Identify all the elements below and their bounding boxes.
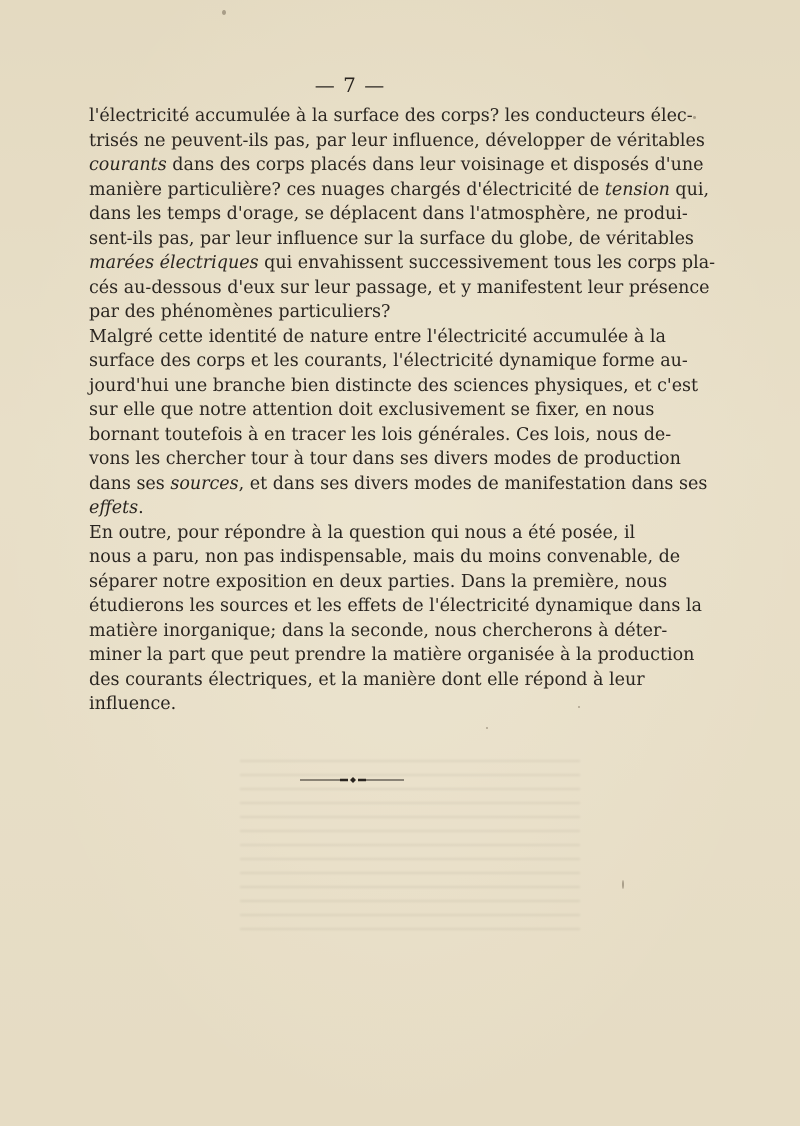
text-line: [89, 153, 704, 178]
text-run: trisés ne peuvent-ils pas, par leur influence, développer de véritables: [89, 130, 705, 151]
italic-term: courants: [89, 155, 167, 175]
text-line: [89, 325, 666, 350]
text-run: dans les temps d'orage, se déplacent dans l'atmosphère, ne produi-: [89, 204, 688, 224]
text-run: cés au-dessous d'eux sur leur passage, et y manifestent leur présence: [89, 277, 710, 298]
text-line: [89, 227, 694, 252]
text-run: influence.: [89, 694, 177, 714]
ornamental-rule: [300, 774, 404, 786]
text-line: [89, 276, 710, 301]
text-run: surface des corps et les courants, l'électricité dynamique forme au-: [89, 351, 688, 371]
text-run: l'électricité accumulée à la surface des corps? les conducteurs élec-: [89, 106, 693, 126]
text-line: [89, 472, 708, 497]
italic-term: tension: [604, 179, 670, 200]
text-line: [89, 643, 695, 668]
text-line: [89, 423, 672, 448]
text-run: dans des corps placés dans leur voisinage et disposés d'une: [166, 155, 704, 175]
text-run: bornant toutefois à en tracer les lois générales. Ces lois, nous de-: [89, 424, 672, 445]
text-run: des courants électriques, et la manière dont elle répond à leur: [89, 669, 645, 690]
text-run: manière particulière? ces nuages chargés d'électricité de: [89, 179, 605, 200]
paper-speck: [486, 727, 488, 729]
italic-term: effets: [89, 498, 139, 518]
text-line: [89, 619, 668, 644]
text-run: , et dans ses divers modes de manifestation dans ses: [238, 473, 708, 494]
italic-term: marées électriques: [89, 253, 259, 273]
text-line: [89, 300, 625, 325]
bleed-through-shadow: [240, 760, 580, 940]
paper-speck: [578, 706, 580, 708]
text-run: par des phénomènes particuliers?: [89, 302, 391, 322]
text-run: sent-ils pas, par leur influence sur la surface du globe, de véritables: [89, 228, 694, 249]
text-line: [89, 104, 693, 129]
text-run: étudierons les sources et les effets de l'électricité dynamique dans la: [89, 596, 702, 616]
text-run: nous a paru, non pas indispensable, mais du moins convenable, de: [89, 547, 681, 567]
text-line: [89, 692, 625, 717]
text-run: jourd'hui une branche bien distincte des sciences physiques, et c'est: [89, 375, 699, 396]
paper-speck: [622, 880, 624, 889]
text-line: [89, 496, 625, 521]
text-line: [89, 545, 681, 570]
text-run: matière inorganique; dans la seconde, nous chercherons à déter-: [89, 620, 668, 641]
text-line: [89, 129, 705, 154]
text-line: [89, 594, 702, 619]
paper-speck: [693, 116, 696, 119]
text-run: qui envahissent successivement tous les corps pla-: [258, 253, 716, 273]
text-line: [89, 202, 688, 227]
text-line: [89, 447, 681, 472]
text-run: dans ses: [89, 473, 171, 494]
body-text: [89, 104, 716, 717]
text-run: séparer notre exposition en deux parties. Dans la première, nous: [89, 571, 668, 592]
text-run: Malgré cette identité de nature entre l'électricité accumulée à la: [89, 326, 666, 347]
text-line: [89, 521, 636, 546]
text-line: [89, 349, 688, 374]
text-run: qui,: [669, 179, 710, 200]
italic-term: sources: [170, 473, 239, 494]
text-line: [89, 570, 668, 595]
paper-speck: [222, 10, 226, 15]
text-line: [89, 374, 699, 399]
text-line: [89, 668, 645, 693]
text-run: sur elle que notre attention doit exclusivement se fixer, en nous: [89, 400, 655, 420]
text-line: [89, 398, 655, 423]
text-line: [89, 178, 710, 203]
text-run: vons les chercher tour à tour dans ses divers modes de production: [89, 449, 681, 469]
text-run: En outre, pour répondre à la question qui nous a été posée, il: [89, 522, 636, 543]
text-run: miner la part que peut prendre la matière organisée à la production: [89, 645, 695, 665]
page-number: — 7 —: [314, 73, 386, 97]
text-run: .: [138, 498, 144, 518]
text-line: [89, 251, 716, 276]
